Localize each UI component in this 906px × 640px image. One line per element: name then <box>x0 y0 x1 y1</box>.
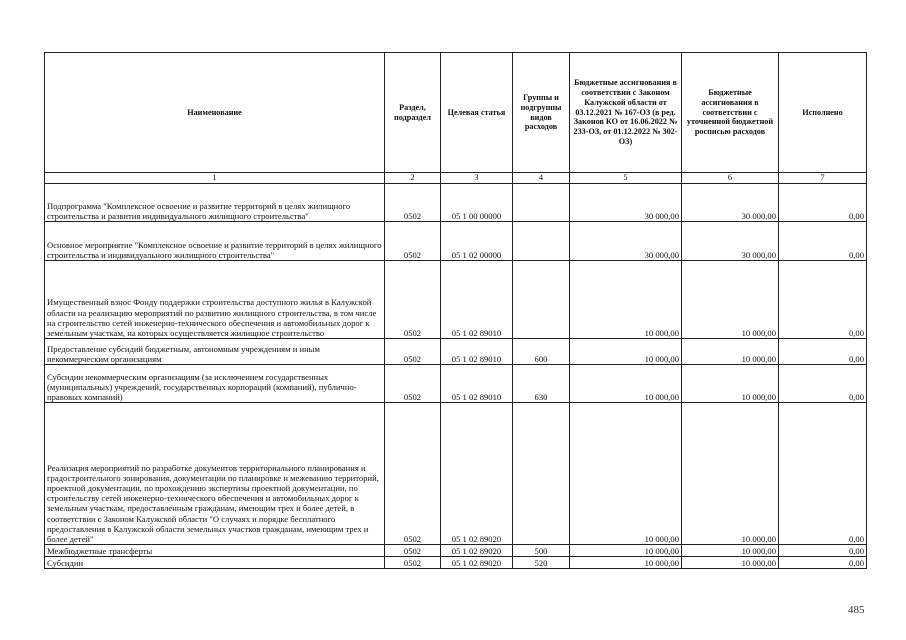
row-section: 0502 <box>385 545 441 557</box>
row-target: 05 1 02 89020 <box>441 403 513 545</box>
row-name: Субсидии некоммерческим организациям (за исключением государственных (муниципальных) учреждений, государственных корпораций (компаний), публично-правовых компаний) <box>45 365 385 403</box>
table-row <box>45 403 867 545</box>
row-section: 0502 <box>385 184 441 222</box>
row-approved: 30 000,00 <box>570 184 682 222</box>
row-refined: 10 000,00 <box>682 557 779 569</box>
header-name: Наименование <box>45 53 385 173</box>
row-name: Имущественный взнос Фонду поддержки строительства доступного жилья в Калужской области на реализацию мероприятий по развитию жилищного строительства, в том числе на строительство сетей инженерно-технического обеспечения и автомобильных дорог к земельным участкам, на которых осуществляется жилищное строительство <box>45 261 385 339</box>
row-refined: 10 000,00 <box>682 339 779 365</box>
row-section: 0502 <box>385 557 441 569</box>
header-row <box>45 53 867 173</box>
row-target: 05 1 02 89020 <box>441 557 513 569</box>
header-refined: Бюджетные ассигнования в соответствии с уточненной бюджетной росписью расходов <box>682 53 779 173</box>
row-target: 05 1 02 89020 <box>441 545 513 557</box>
row-group: 600 <box>513 339 570 365</box>
row-executed: 0,00 <box>779 365 867 403</box>
column-number: 7 <box>779 173 867 184</box>
row-refined: 10 000,00 <box>682 261 779 339</box>
row-refined: 10 000,00 <box>682 365 779 403</box>
row-approved: 10 000,00 <box>570 365 682 403</box>
column-number: 4 <box>513 173 570 184</box>
row-name: Подпрограмма "Комплексное освоение и развитие территорий в целях жилищного строительства и развития индивидуального жилищного строительства" <box>45 184 385 222</box>
row-target: 05 1 02 89010 <box>441 261 513 339</box>
table-row <box>45 557 867 569</box>
row-name: Основное мероприятие "Комплексное освоение и развитие территорий в целях жилищного строительства и индивидуального жилищного строительства" <box>45 222 385 261</box>
table-row <box>45 261 867 339</box>
row-group <box>513 222 570 261</box>
row-target: 05 1 02 00000 <box>441 222 513 261</box>
table-row <box>45 222 867 261</box>
row-section: 0502 <box>385 261 441 339</box>
row-executed: 0,00 <box>779 184 867 222</box>
row-section: 0502 <box>385 403 441 545</box>
column-number: 3 <box>441 173 513 184</box>
row-section: 0502 <box>385 222 441 261</box>
row-refined: 30 000,00 <box>682 222 779 261</box>
row-name: Реализация мероприятий по разработке документов территориального планирования и градостроительного зонирования, документации по планировке и межеванию территорий, проектной документации, по прохождению экспертизы проектной документации, по строительству сетей инженерно-технического обеспечения и автомобильных дорог к земельным участкам, предоставленным гражданам, имеющим трех и более детей, в соответствии с Законом Калужской области "О случаях и порядке бесплатного предоставления в Калужской области земельных участков гражданам, имеющим трех и более детей" <box>45 403 385 545</box>
row-name: Субсидии <box>45 557 385 569</box>
row-group <box>513 184 570 222</box>
row-approved: 10 000,00 <box>570 261 682 339</box>
row-target: 05 1 00 00000 <box>441 184 513 222</box>
row-approved: 30 000,00 <box>570 222 682 261</box>
row-group <box>513 261 570 339</box>
budget-table <box>44 52 867 569</box>
column-number: 6 <box>682 173 779 184</box>
row-group <box>513 403 570 545</box>
row-group: 630 <box>513 365 570 403</box>
row-executed: 0,00 <box>779 222 867 261</box>
row-executed: 0,00 <box>779 261 867 339</box>
row-approved: 10 000,00 <box>570 339 682 365</box>
row-name: Предоставление субсидий бюджетным, автономным учреждениям и иным некоммерческим организациям <box>45 339 385 365</box>
column-number: 5 <box>570 173 682 184</box>
row-approved: 10 000,00 <box>570 557 682 569</box>
table-row <box>45 184 867 222</box>
header-approved: Бюджетные ассигнования в соответствии с Законом Калужской области от 03.12.2021 № 167-ОЗ (в ред. Законов КО от 16.06.2022 № 233-ОЗ, от 01.12.2022 № 302-ОЗ) <box>570 53 682 173</box>
row-approved: 10 000,00 <box>570 403 682 545</box>
row-group: 520 <box>513 557 570 569</box>
row-refined: 10 000,00 <box>682 403 779 545</box>
row-executed: 0,00 <box>779 545 867 557</box>
table-row <box>45 339 867 365</box>
row-name: Межбюджетные трансферты <box>45 545 385 557</box>
row-refined: 10 000,00 <box>682 545 779 557</box>
header-target: Целевая статья <box>441 53 513 173</box>
row-executed: 0,00 <box>779 557 867 569</box>
row-section: 0502 <box>385 339 441 365</box>
column-number: 1 <box>45 173 385 184</box>
row-target: 05 1 02 89010 <box>441 339 513 365</box>
row-refined: 30 000,00 <box>682 184 779 222</box>
column-number-row <box>45 173 867 184</box>
row-target: 05 1 02 89010 <box>441 365 513 403</box>
header-executed: Исполнено <box>779 53 867 173</box>
page-number: 485 <box>848 604 865 616</box>
table-row <box>45 545 867 557</box>
row-section: 0502 <box>385 365 441 403</box>
header-section: Раздел, подраздел <box>385 53 441 173</box>
column-number: 2 <box>385 173 441 184</box>
row-executed: 0,00 <box>779 403 867 545</box>
row-executed: 0,00 <box>779 339 867 365</box>
row-approved: 10 000,00 <box>570 545 682 557</box>
table-row <box>45 365 867 403</box>
row-group: 500 <box>513 545 570 557</box>
header-groups: Группы и подгруппы видов расходов <box>513 53 570 173</box>
